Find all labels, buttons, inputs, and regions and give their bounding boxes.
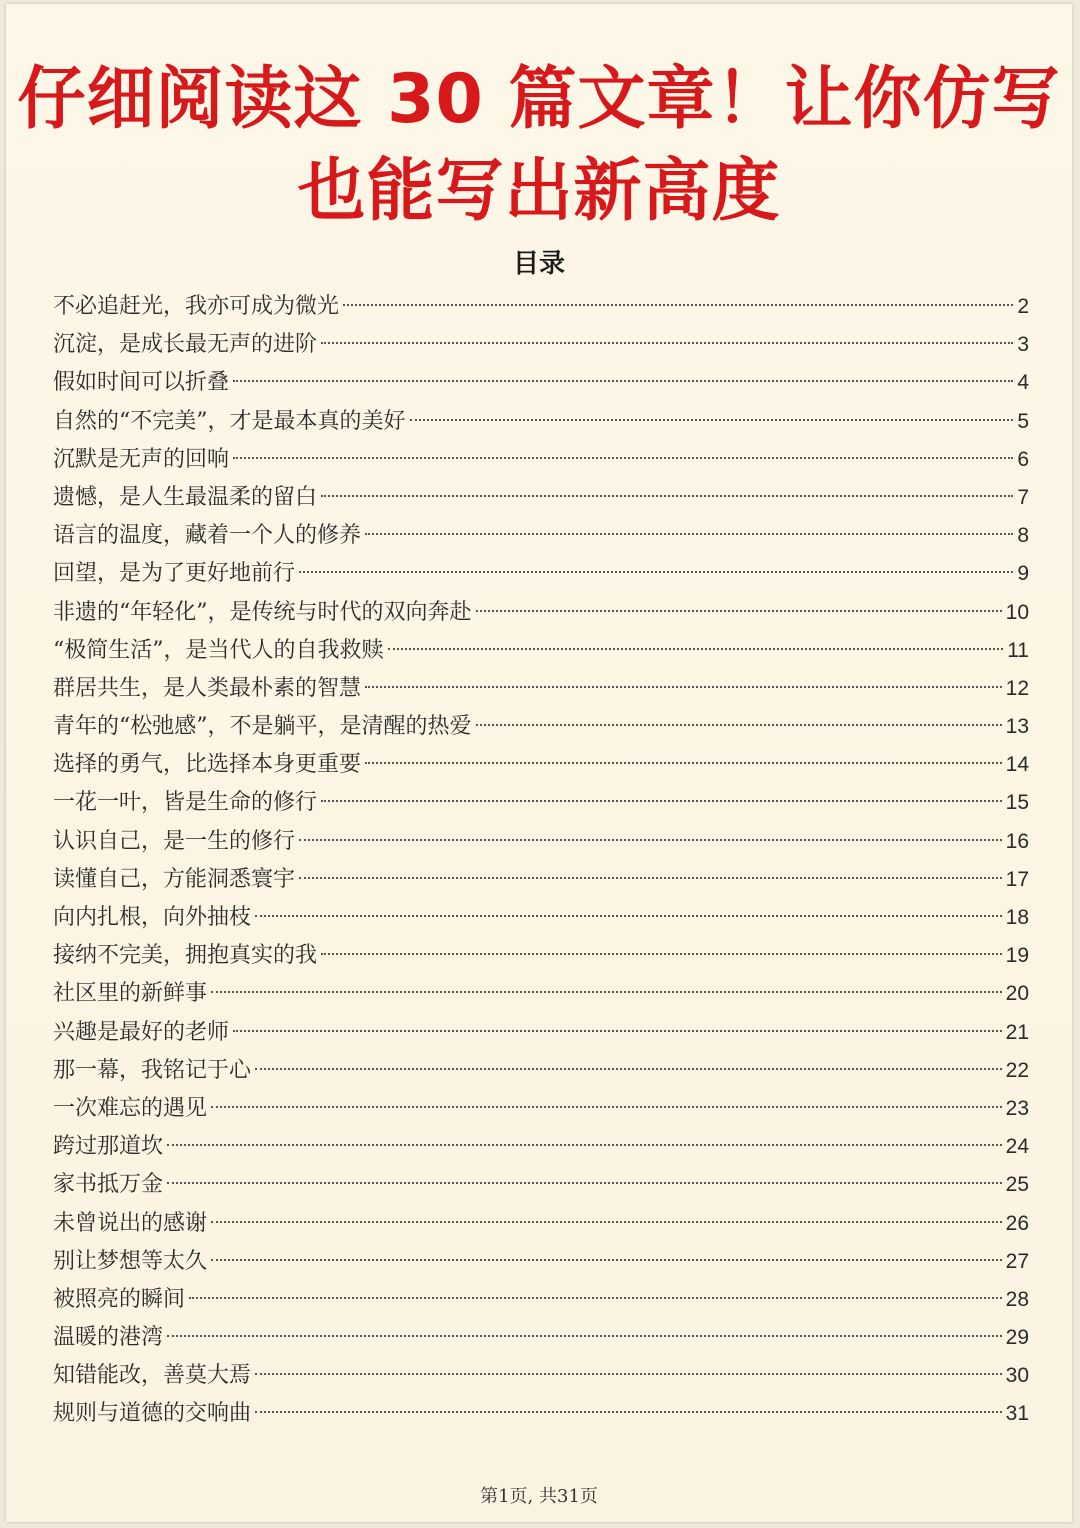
toc-entry[interactable] [53,937,1029,975]
toc-entry-page: 21 [1005,1020,1029,1044]
toc-entry-page: 6 [1017,447,1029,471]
toc-entry-title: 沉默是无声的回响 [53,446,230,472]
toc-entry-title: 接纳不完美，拥抱真实的我 [53,943,318,969]
toc-dot-leader [299,571,1013,573]
toc-entry[interactable] [53,1395,1029,1433]
toc-dot-leader [189,1297,1002,1299]
toc-entry-title: 温暖的港湾 [53,1325,164,1351]
toc-entry-page: 18 [1005,906,1029,929]
toc-entry[interactable] [53,1205,1029,1243]
toc-entry-title: 家书抵万金 [53,1172,164,1198]
toc-dot-leader [167,1182,1002,1184]
toc-dot-leader [365,533,1013,535]
toc-entry-title: 别让梦想等太久 [53,1248,208,1274]
toc-entry-title: 沉淀，是成长最无声的进阶 [53,332,318,358]
toc-entry-title: 读懂自己，方能洞悉寰宇 [53,866,296,892]
toc-entry-page: 13 [1005,715,1029,739]
toc-entry-title: 知错能改，善莫大焉 [53,1363,252,1389]
toc-dot-leader [255,1411,1002,1413]
toc-dot-leader [211,1106,1002,1108]
toc-entry[interactable] [53,441,1029,479]
toc-dot-leader [476,610,1002,612]
toc-entry[interactable] [53,403,1029,441]
toc-entry-page: 22 [1005,1058,1029,1082]
toc-entry-page: 20 [1005,982,1029,1006]
toc-entry-page: 31 [1005,1402,1029,1426]
toc-entry[interactable] [53,632,1029,670]
toc-dot-leader [321,953,1002,955]
toc-entry-title: 社区里的新鲜事 [53,981,208,1007]
toc-heading: 目录 [512,249,565,279]
toc-entry[interactable] [53,1128,1029,1166]
toc-entry-title: 青年的“松弛感”，不是躺平，是清醒的热爱 [53,714,472,740]
document-page [6,4,1072,1522]
toc-entry[interactable] [53,1014,1029,1052]
toc-entry[interactable] [53,975,1029,1013]
toc-entry-title: 一花一叶，皆是生命的修行 [53,790,318,816]
title-line-2: 也能写出新高度 [297,152,781,231]
toc-entry[interactable] [53,555,1029,593]
toc-dot-leader [343,304,1013,306]
toc-entry-title: 假如时间可以折叠 [53,370,230,396]
table-of-contents [53,288,1029,1434]
toc-entry[interactable] [53,594,1029,632]
toc-entry-title: 跨过那道坎 [53,1134,164,1160]
toc-dot-leader [476,724,1002,726]
toc-entry-title: 自然的“不完美”，才是最本真的美好 [53,408,406,434]
toc-entry-page: 2 [1017,295,1029,318]
toc-dot-leader [211,1221,1002,1223]
toc-entry-title: 选择的勇气，比选择本身更重要 [53,752,362,778]
toc-entry[interactable] [53,479,1029,517]
toc-entry-page: 25 [1005,1173,1029,1197]
toc-dot-leader [321,495,1013,497]
toc-entry-page: 15 [1005,791,1029,815]
toc-entry[interactable] [53,784,1029,822]
toc-dot-leader [321,342,1013,344]
toc-dot-leader [365,762,1002,764]
title-line-1: 仔细阅读这 30 篇文章！让你仿写 [17,60,1061,139]
toc-entry[interactable] [53,364,1029,402]
toc-entry-page: 19 [1005,944,1029,968]
document-title [6,54,1072,238]
toc-entry-page: 16 [1005,829,1029,853]
toc-entry-title: 不必追赶光，我亦可成为微光 [53,294,340,319]
toc-entry-title: 那一幕，我铭记于心 [53,1057,252,1083]
toc-entry-page: 12 [1005,676,1029,700]
toc-entry-page: 3 [1017,333,1029,357]
toc-entry-page: 9 [1017,562,1029,586]
toc-entry[interactable] [53,326,1029,364]
toc-entry-page: 24 [1005,1135,1029,1159]
page-footer: 第1页, 共31页 [480,1486,598,1507]
toc-dot-leader [233,1030,1002,1032]
toc-dot-leader [299,877,1002,879]
toc-entry[interactable] [53,1090,1029,1128]
toc-entry-title: 回望，是为了更好地前行 [53,561,296,587]
toc-dot-leader [365,686,1002,688]
toc-entry[interactable] [53,1052,1029,1090]
toc-entry-page: 14 [1005,753,1029,777]
toc-entry-title: 群居共生，是人类最朴素的智慧 [53,675,362,701]
toc-entry[interactable] [53,517,1029,555]
toc-entry-page: 17 [1005,867,1029,891]
toc-entry[interactable] [53,288,1029,326]
toc-dot-leader [255,1068,1002,1070]
toc-entry[interactable] [53,823,1029,861]
toc-entry-page: 8 [1017,524,1029,548]
toc-dot-leader [211,1259,1002,1261]
toc-entry-page: 11 [1007,638,1029,662]
toc-dot-leader [299,839,1002,841]
toc-entry-title: 语言的温度，藏着一个人的修养 [53,523,362,549]
toc-entry-title: 兴趣是最好的老师 [53,1019,230,1045]
toc-entry-page: 26 [1005,1211,1029,1235]
toc-entry[interactable] [53,708,1029,746]
toc-entry-page: 4 [1017,371,1029,395]
toc-entry-page: 23 [1005,1096,1029,1120]
toc-dot-leader [255,915,1002,917]
toc-entry-title: 规则与道德的交响曲 [53,1401,252,1427]
toc-dot-leader [233,380,1013,382]
toc-entry[interactable] [53,861,1029,899]
toc-dot-leader [255,1373,1002,1375]
toc-entry-page: 10 [1005,600,1029,624]
toc-entry[interactable] [53,746,1029,784]
toc-entry-title: 被照亮的瞬间 [53,1286,186,1312]
toc-entry-title: 非遗的“年轻化”，是传统与时代的双向奔赴 [53,599,472,625]
toc-dot-leader [388,648,1004,650]
toc-entry-page: 27 [1005,1249,1029,1273]
toc-dot-leader [167,1144,1002,1146]
toc-entry-title: 遗憾，是人生最温柔的留白 [53,484,318,510]
toc-dot-leader [211,991,1002,993]
toc-entry[interactable] [53,1166,1029,1204]
toc-entry[interactable] [53,670,1029,708]
toc-entry-page: 7 [1017,485,1029,509]
toc-entry[interactable] [53,1281,1029,1319]
toc-entry-title: 一次难忘的遇见 [53,1095,208,1121]
toc-entry-title: 向内扎根，向外抽枝 [53,905,252,930]
toc-entry[interactable] [53,899,1029,937]
toc-entry-page: 28 [1005,1287,1029,1311]
toc-entry-page: 5 [1017,409,1029,433]
toc-entry-title: 认识自己，是一生的修行 [53,828,296,854]
toc-dot-leader [167,1335,1002,1337]
toc-entry[interactable] [53,1243,1029,1281]
toc-entry-title: 未曾说出的感谢 [53,1210,208,1236]
toc-dot-leader [233,457,1013,459]
toc-entry-title: “极简生活”，是当代人的自我救赎 [53,637,384,663]
toc-entry-page: 30 [1005,1364,1029,1388]
toc-entry-page: 29 [1005,1326,1029,1350]
toc-entry[interactable] [53,1357,1029,1395]
toc-dot-leader [321,800,1002,802]
toc-dot-leader [410,419,1014,421]
toc-entry[interactable] [53,1319,1029,1357]
